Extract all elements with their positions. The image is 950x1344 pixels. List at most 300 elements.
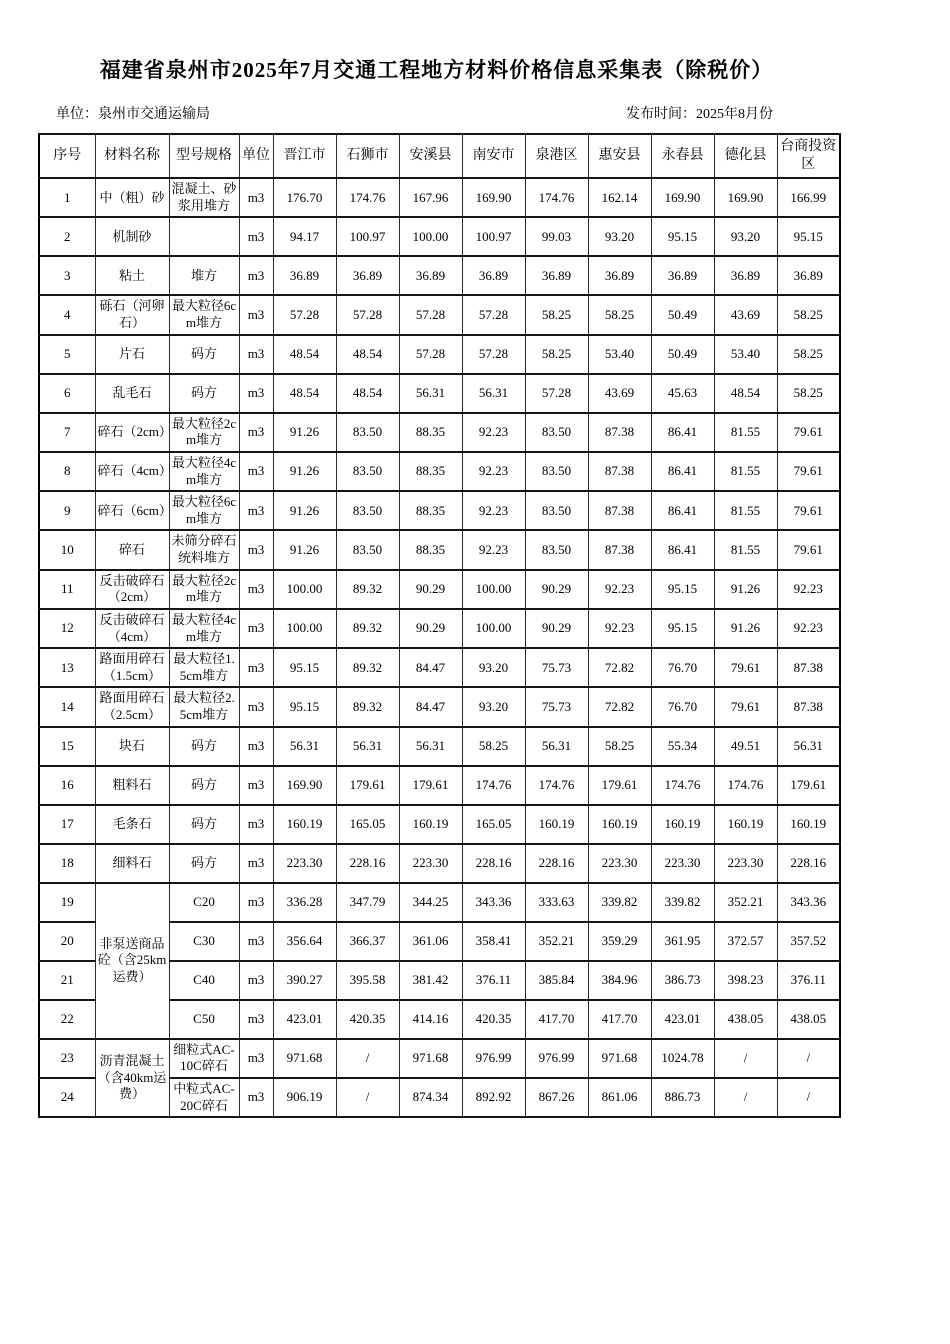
cell-price: 57.28	[399, 295, 462, 334]
table-row	[39, 805, 840, 844]
cell-price: 79.61	[777, 491, 840, 530]
cell-price: 91.26	[714, 570, 777, 609]
cell-price: 36.89	[336, 256, 399, 295]
cell-price: 874.34	[399, 1078, 462, 1117]
cell-price: 100.00	[462, 609, 525, 648]
cell-price: 86.41	[651, 491, 714, 530]
cell-price: 179.61	[399, 766, 462, 805]
cell-price: 89.32	[336, 570, 399, 609]
cell-unit: m3	[239, 648, 273, 687]
cell-price: 95.15	[651, 609, 714, 648]
cell-price: 57.28	[336, 295, 399, 334]
cell-spec: 码方	[169, 727, 239, 766]
cell-price: 343.36	[777, 883, 840, 922]
cell-price: 88.35	[399, 530, 462, 569]
cell-price: 90.29	[525, 609, 588, 648]
cell-price: 81.55	[714, 530, 777, 569]
cell-price: 91.26	[273, 530, 336, 569]
cell-material: 片石	[95, 335, 169, 374]
cell-price: 223.30	[714, 844, 777, 883]
cell-seq: 1	[39, 178, 95, 217]
cell-seq: 19	[39, 883, 95, 922]
publish-date: 发布时间：2025年8月份	[626, 107, 773, 123]
cell-material: 反击破碎石（2cm）	[95, 570, 169, 609]
cell-price: 87.38	[588, 413, 651, 452]
cell-spec: C30	[169, 922, 239, 961]
column-header: 台商投资区	[777, 134, 840, 178]
cell-price: 88.35	[399, 491, 462, 530]
table-row	[39, 413, 840, 452]
cell-price: 223.30	[399, 844, 462, 883]
cell-price: 87.38	[588, 452, 651, 491]
cell-price: 57.28	[462, 335, 525, 374]
issuing-unit: 单位：泉州市交通运输局	[56, 107, 210, 123]
cell-price: 976.99	[462, 1039, 525, 1078]
cell-material: 细料石	[95, 844, 169, 883]
cell-price: 376.11	[462, 961, 525, 1000]
cell-spec: 码方	[169, 766, 239, 805]
cell-price: 88.35	[399, 413, 462, 452]
cell-price: 36.89	[777, 256, 840, 295]
cell-price: 906.19	[273, 1078, 336, 1117]
table-row	[39, 374, 840, 413]
cell-spec: 最大粒径2.5cm堆方	[169, 687, 239, 726]
cell-spec: C40	[169, 961, 239, 1000]
cell-price: 92.23	[462, 452, 525, 491]
cell-unit: m3	[239, 335, 273, 374]
cell-price: 169.90	[651, 178, 714, 217]
column-header: 惠安县	[588, 134, 651, 178]
header-row	[39, 134, 840, 178]
cell-price: 344.25	[399, 883, 462, 922]
cell-price: 100.00	[399, 217, 462, 256]
cell-price: 90.29	[399, 609, 462, 648]
cell-material: 砾石（河卵石）	[95, 295, 169, 334]
cell-price: 417.70	[588, 1000, 651, 1039]
cell-price: 92.23	[588, 609, 651, 648]
cell-price: 36.89	[525, 256, 588, 295]
cell-price: 91.26	[273, 491, 336, 530]
cell-price: 228.16	[336, 844, 399, 883]
document-title: 福建省泉州市2025年7月交通工程地方材料价格信息采集表（除税价）	[99, 58, 774, 82]
cell-price: 333.63	[525, 883, 588, 922]
cell-price: 48.54	[714, 374, 777, 413]
cell-price: 87.38	[588, 530, 651, 569]
cell-price: 92.23	[462, 413, 525, 452]
cell-price: 83.50	[525, 530, 588, 569]
cell-price: 58.25	[777, 335, 840, 374]
cell-price: /	[777, 1078, 840, 1117]
cell-price: 160.19	[777, 805, 840, 844]
cell-material: 毛条石	[95, 805, 169, 844]
column-header: 永春县	[651, 134, 714, 178]
cell-price: 390.27	[273, 961, 336, 1000]
table-row	[39, 727, 840, 766]
cell-seq: 16	[39, 766, 95, 805]
cell-price: 420.35	[336, 1000, 399, 1039]
cell-price: 36.89	[399, 256, 462, 295]
column-header: 材料名称	[95, 134, 169, 178]
cell-price: 423.01	[651, 1000, 714, 1039]
cell-price: 165.05	[462, 805, 525, 844]
cell-seq: 2	[39, 217, 95, 256]
cell-price: 90.29	[399, 570, 462, 609]
cell-price: 58.25	[777, 374, 840, 413]
cell-price: 48.54	[273, 374, 336, 413]
cell-price: 89.32	[336, 687, 399, 726]
cell-price: 359.29	[588, 922, 651, 961]
cell-price: 56.31	[777, 727, 840, 766]
cell-seq: 8	[39, 452, 95, 491]
cell-price: 76.70	[651, 687, 714, 726]
cell-seq: 9	[39, 491, 95, 530]
cell-price: 420.35	[462, 1000, 525, 1039]
cell-material: 粘土	[95, 256, 169, 295]
cell-price: 95.15	[273, 687, 336, 726]
cell-price: 58.25	[525, 295, 588, 334]
cell-price: 228.16	[462, 844, 525, 883]
cell-price: 58.25	[777, 295, 840, 334]
cell-price: 55.34	[651, 727, 714, 766]
cell-seq: 21	[39, 961, 95, 1000]
cell-price: 91.26	[273, 452, 336, 491]
cell-price: 174.76	[525, 766, 588, 805]
cell-seq: 17	[39, 805, 95, 844]
cell-material: 反击破碎石（4cm）	[95, 609, 169, 648]
cell-seq: 20	[39, 922, 95, 961]
cell-price: 83.50	[525, 452, 588, 491]
cell-price: 162.14	[588, 178, 651, 217]
cell-price: 160.19	[525, 805, 588, 844]
cell-price: 100.00	[273, 609, 336, 648]
cell-price: 56.31	[273, 727, 336, 766]
cell-seq: 22	[39, 1000, 95, 1039]
cell-unit: m3	[239, 217, 273, 256]
cell-price: 971.68	[399, 1039, 462, 1078]
cell-unit: m3	[239, 1078, 273, 1117]
cell-price: 228.16	[777, 844, 840, 883]
cell-material: 路面用碎石（2.5cm）	[95, 687, 169, 726]
cell-seq: 7	[39, 413, 95, 452]
cell-unit: m3	[239, 883, 273, 922]
cell-unit: m3	[239, 413, 273, 452]
cell-price: 94.17	[273, 217, 336, 256]
cell-price: 83.50	[525, 413, 588, 452]
cell-price: 86.41	[651, 452, 714, 491]
cell-price: 86.41	[651, 413, 714, 452]
cell-seq: 6	[39, 374, 95, 413]
cell-price: 84.47	[399, 648, 462, 687]
cell-price: 971.68	[588, 1039, 651, 1078]
cell-price: 83.50	[336, 413, 399, 452]
cell-material: 中（粗）砂	[95, 178, 169, 217]
table-row	[39, 844, 840, 883]
cell-price: 366.37	[336, 922, 399, 961]
cell-price: 971.68	[273, 1039, 336, 1078]
cell-price: /	[714, 1039, 777, 1078]
cell-price: 384.96	[588, 961, 651, 1000]
cell-price: 93.20	[714, 217, 777, 256]
cell-price: 357.52	[777, 922, 840, 961]
cell-spec: 最大粒径2cm堆方	[169, 413, 239, 452]
cell-unit: m3	[239, 256, 273, 295]
cell-price: 352.21	[714, 883, 777, 922]
cell-price: 376.11	[777, 961, 840, 1000]
cell-price: 160.19	[399, 805, 462, 844]
cell-price: 228.16	[525, 844, 588, 883]
price-table	[38, 133, 841, 1118]
cell-material: 路面用碎石（1.5cm）	[95, 648, 169, 687]
cell-material: 沥青混凝土（含40km运费）	[95, 1039, 169, 1118]
cell-price: 57.28	[273, 295, 336, 334]
cell-price: 356.64	[273, 922, 336, 961]
cell-price: 160.19	[273, 805, 336, 844]
cell-spec: 未筛分碎石统料堆方	[169, 530, 239, 569]
cell-unit: m3	[239, 1000, 273, 1039]
cell-material: 乱毛石	[95, 374, 169, 413]
cell-price: 36.89	[714, 256, 777, 295]
column-header: 德化县	[714, 134, 777, 178]
cell-price: 100.97	[336, 217, 399, 256]
cell-price: 81.55	[714, 452, 777, 491]
cell-price: 361.06	[399, 922, 462, 961]
cell-price: 79.61	[777, 413, 840, 452]
cell-price: 81.55	[714, 491, 777, 530]
cell-price: 86.41	[651, 530, 714, 569]
cell-spec: C20	[169, 883, 239, 922]
cell-spec: 最大粒径4cm堆方	[169, 452, 239, 491]
cell-price: 423.01	[273, 1000, 336, 1039]
cell-price: 339.82	[588, 883, 651, 922]
cell-price: 165.05	[336, 805, 399, 844]
cell-price: 87.38	[588, 491, 651, 530]
cell-price: 83.50	[336, 491, 399, 530]
column-header: 单位	[239, 134, 273, 178]
cell-price: 91.26	[714, 609, 777, 648]
cell-spec: 混凝土、砂浆用堆方	[169, 178, 239, 217]
cell-price: 90.29	[525, 570, 588, 609]
table-row	[39, 295, 840, 334]
cell-price: 72.82	[588, 687, 651, 726]
cell-unit: m3	[239, 766, 273, 805]
cell-price: 93.20	[588, 217, 651, 256]
cell-price: 92.23	[588, 570, 651, 609]
table-row	[39, 452, 840, 491]
cell-price: 57.28	[399, 335, 462, 374]
cell-price: 169.90	[714, 178, 777, 217]
cell-price: 92.23	[462, 491, 525, 530]
cell-seq: 4	[39, 295, 95, 334]
cell-material: 机制砂	[95, 217, 169, 256]
cell-price: /	[336, 1078, 399, 1117]
cell-price: 36.89	[588, 256, 651, 295]
cell-price: 169.90	[273, 766, 336, 805]
cell-price: 48.54	[336, 374, 399, 413]
cell-material: 碎石（6cm）	[95, 491, 169, 530]
cell-price: 36.89	[462, 256, 525, 295]
cell-price: 174.76	[336, 178, 399, 217]
column-header: 序号	[39, 134, 95, 178]
cell-price: 81.55	[714, 413, 777, 452]
cell-unit: m3	[239, 805, 273, 844]
cell-price: 83.50	[525, 491, 588, 530]
cell-price: 336.28	[273, 883, 336, 922]
cell-price: 358.41	[462, 922, 525, 961]
cell-seq: 14	[39, 687, 95, 726]
cell-price: 57.28	[462, 295, 525, 334]
cell-price: 50.49	[651, 335, 714, 374]
column-header: 石狮市	[336, 134, 399, 178]
cell-price: 100.00	[462, 570, 525, 609]
cell-price: 89.32	[336, 648, 399, 687]
cell-price: 53.40	[714, 335, 777, 374]
cell-price: 95.15	[273, 648, 336, 687]
cell-price: 438.05	[777, 1000, 840, 1039]
cell-price: 417.70	[525, 1000, 588, 1039]
table-row	[39, 766, 840, 805]
cell-unit: m3	[239, 530, 273, 569]
cell-spec: 码方	[169, 374, 239, 413]
cell-price: 223.30	[588, 844, 651, 883]
cell-price: 87.38	[777, 687, 840, 726]
cell-price: 160.19	[588, 805, 651, 844]
cell-price: 166.99	[777, 178, 840, 217]
table-row	[39, 570, 840, 609]
cell-unit: m3	[239, 609, 273, 648]
cell-spec: 最大粒径1.5cm堆方	[169, 648, 239, 687]
cell-price: 83.50	[336, 530, 399, 569]
cell-price: 174.76	[525, 178, 588, 217]
cell-price: 339.82	[651, 883, 714, 922]
cell-unit: m3	[239, 452, 273, 491]
column-header: 泉港区	[525, 134, 588, 178]
table-row	[39, 178, 840, 217]
table-row	[39, 883, 840, 922]
column-header: 晋江市	[273, 134, 336, 178]
cell-material: 碎石（2cm）	[95, 413, 169, 452]
cell-spec: 中粒式AC-20C碎石	[169, 1078, 239, 1117]
cell-price: 79.61	[777, 452, 840, 491]
cell-material: 非泵送商品砼（含25km运费）	[95, 883, 169, 1039]
cell-price: 43.69	[588, 374, 651, 413]
cell-price: 84.47	[399, 687, 462, 726]
cell-unit: m3	[239, 374, 273, 413]
cell-price: 83.50	[336, 452, 399, 491]
cell-spec	[169, 217, 239, 256]
cell-price: 174.76	[714, 766, 777, 805]
cell-price: 93.20	[462, 648, 525, 687]
cell-spec: 细粒式AC-10C碎石	[169, 1039, 239, 1078]
cell-price: 95.15	[651, 570, 714, 609]
cell-price: 92.23	[462, 530, 525, 569]
cell-price: 58.25	[588, 295, 651, 334]
cell-spec: 码方	[169, 844, 239, 883]
cell-price: 36.89	[273, 256, 336, 295]
column-header: 安溪县	[399, 134, 462, 178]
cell-price: 179.61	[588, 766, 651, 805]
column-header: 型号规格	[169, 134, 239, 178]
table-row	[39, 1039, 840, 1078]
cell-price: 56.31	[399, 727, 462, 766]
cell-price: /	[336, 1039, 399, 1078]
column-header: 南安市	[462, 134, 525, 178]
cell-unit: m3	[239, 844, 273, 883]
cell-seq: 5	[39, 335, 95, 374]
cell-price: 93.20	[462, 687, 525, 726]
cell-price: 56.31	[525, 727, 588, 766]
cell-unit: m3	[239, 1039, 273, 1078]
cell-price: 87.38	[777, 648, 840, 687]
cell-price: 45.63	[651, 374, 714, 413]
cell-spec: 最大粒径2cm堆方	[169, 570, 239, 609]
cell-price: 89.32	[336, 609, 399, 648]
cell-seq: 10	[39, 530, 95, 569]
cell-material: 粗料石	[95, 766, 169, 805]
cell-price: 75.73	[525, 687, 588, 726]
cell-seq: 15	[39, 727, 95, 766]
cell-price: 174.76	[462, 766, 525, 805]
cell-price: 398.23	[714, 961, 777, 1000]
table-row	[39, 687, 840, 726]
cell-spec: 码方	[169, 805, 239, 844]
cell-unit: m3	[239, 727, 273, 766]
cell-price: 385.84	[525, 961, 588, 1000]
cell-material: 块石	[95, 727, 169, 766]
cell-price: 56.31	[399, 374, 462, 413]
table-row	[39, 648, 840, 687]
table-row	[39, 530, 840, 569]
cell-seq: 18	[39, 844, 95, 883]
cell-price: 95.15	[651, 217, 714, 256]
cell-price: 53.40	[588, 335, 651, 374]
cell-spec: 堆方	[169, 256, 239, 295]
cell-spec: 最大粒径6cm堆方	[169, 491, 239, 530]
cell-unit: m3	[239, 491, 273, 530]
cell-price: 48.54	[273, 335, 336, 374]
cell-price: 167.96	[399, 178, 462, 217]
cell-price: 223.30	[273, 844, 336, 883]
cell-price: 50.49	[651, 295, 714, 334]
cell-price: 43.69	[714, 295, 777, 334]
cell-price: 72.82	[588, 648, 651, 687]
cell-price: 79.61	[714, 687, 777, 726]
cell-spec: 最大粒径6cm堆方	[169, 295, 239, 334]
meta-row	[38, 103, 835, 123]
cell-price: 1024.78	[651, 1039, 714, 1078]
table-row	[39, 217, 840, 256]
cell-seq: 23	[39, 1039, 95, 1078]
cell-seq: 11	[39, 570, 95, 609]
cell-unit: m3	[239, 922, 273, 961]
cell-spec: 码方	[169, 335, 239, 374]
cell-price: 95.15	[777, 217, 840, 256]
cell-price: 160.19	[714, 805, 777, 844]
cell-price: 99.03	[525, 217, 588, 256]
cell-seq: 12	[39, 609, 95, 648]
cell-price: 91.26	[273, 413, 336, 452]
cell-price: /	[777, 1039, 840, 1078]
cell-price: 160.19	[651, 805, 714, 844]
cell-unit: m3	[239, 687, 273, 726]
table-row	[39, 491, 840, 530]
table-row	[39, 256, 840, 295]
cell-price: 100.97	[462, 217, 525, 256]
cell-price: 57.28	[525, 374, 588, 413]
cell-price: 75.73	[525, 648, 588, 687]
cell-price: 861.06	[588, 1078, 651, 1117]
cell-unit: m3	[239, 961, 273, 1000]
cell-price: 352.21	[525, 922, 588, 961]
